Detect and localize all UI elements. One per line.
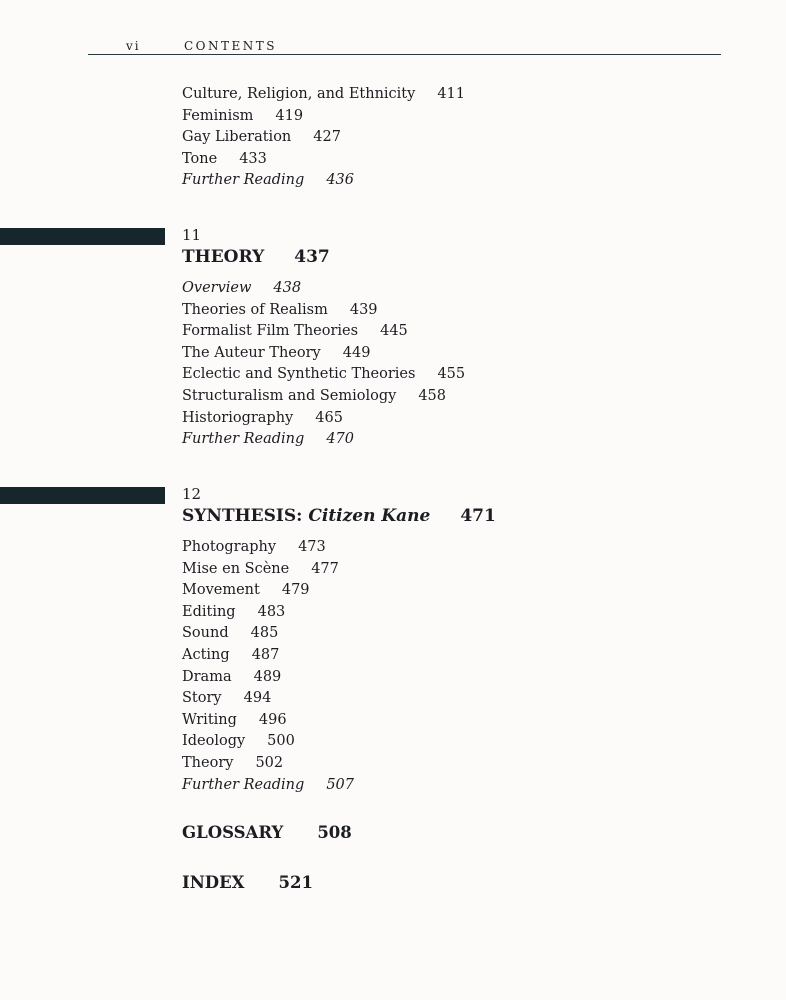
toc-entry-label: Theories of Realism <box>182 301 328 318</box>
chapter-title-page: 437 <box>294 247 330 267</box>
toc-entry-page: 427 <box>313 129 341 146</box>
toc-entry-label: Culture, Religion, and Ethnicity <box>182 86 416 102</box>
index-label: INDEX <box>182 873 245 892</box>
toc-entry-page: 470 <box>326 431 354 448</box>
toc-entry-label: Editing <box>182 603 236 620</box>
toc-entry[interactable] <box>182 386 465 408</box>
toc-entry-page: 502 <box>255 754 284 771</box>
toc-entry[interactable] <box>182 127 465 149</box>
toc-entry[interactable] <box>182 149 465 171</box>
toc-entry[interactable] <box>182 321 465 343</box>
toc-entry-label: Gay Liberation <box>182 129 292 146</box>
index-page: 521 <box>278 873 313 892</box>
toc-entry[interactable] <box>182 753 354 775</box>
toc-entry-page: 487 <box>251 646 280 663</box>
toc-entry[interactable] <box>182 343 465 365</box>
toc-entry-label: Theory <box>182 754 234 771</box>
toc-entry[interactable] <box>182 364 465 386</box>
running-header <box>88 36 721 55</box>
toc-entry-page: 458 <box>418 387 447 404</box>
toc-entry-page: 455 <box>437 366 466 383</box>
chapter11-entry-list <box>182 278 465 451</box>
toc-entry-page: 477 <box>311 560 339 577</box>
toc-entry-label: The Auteur Theory <box>182 344 321 361</box>
toc-entry-label: Tone <box>182 150 218 167</box>
toc-entry-label: Photography <box>182 539 277 555</box>
toc-entry-label: Feminism <box>182 107 254 124</box>
toc-entry-label: Story <box>182 690 222 707</box>
toc-entry[interactable] <box>182 645 354 667</box>
toc-entry-page: 489 <box>253 668 282 685</box>
index-entry[interactable] <box>182 873 313 892</box>
toc-entry-label: Sound <box>182 625 229 642</box>
toc-entry-label: Overview <box>182 280 252 296</box>
page-number: vi <box>126 39 141 53</box>
chapter-title-text: SYNTHESIS: <box>182 506 303 526</box>
chapter-title[interactable] <box>182 247 330 267</box>
chapter-number: 12 <box>182 485 202 503</box>
toc-entry[interactable] <box>182 537 354 559</box>
toc-entry-label: Movement <box>182 582 260 599</box>
toc-entry[interactable] <box>182 408 465 430</box>
toc-entry-page: 436 <box>326 172 354 189</box>
chapter-title-italic: Citizen Kane <box>308 506 431 526</box>
toc-entry-further-reading[interactable] <box>182 429 465 451</box>
toc-entry-label: Acting <box>182 646 230 663</box>
toc-entry-page: 483 <box>257 603 286 620</box>
toc-entry[interactable] <box>182 688 354 710</box>
glossary-page: 508 <box>317 823 352 842</box>
toc-entry-label: Eclectic and Synthetic Theories <box>182 366 416 383</box>
chapter-title-text: THEORY <box>182 247 265 267</box>
toc-entry-page: 507 <box>326 776 354 793</box>
toc-entry-label: Drama <box>182 668 232 685</box>
toc-entry-page: 439 <box>349 301 378 318</box>
toc-entry-page: 494 <box>243 690 272 707</box>
toc-entry-further-reading[interactable] <box>182 775 354 797</box>
toc-entry-label: Further Reading <box>182 172 305 189</box>
toc-entry-label: Further Reading <box>182 776 305 793</box>
toc-entry-label: Structuralism and Semiology <box>182 387 397 404</box>
toc-entry-page: 411 <box>437 86 466 102</box>
toc-entry-overview[interactable] <box>182 278 465 300</box>
toc-entry-page: 485 <box>250 625 279 642</box>
toc-entry-page: 419 <box>275 107 304 124</box>
toc-entry-label: Writing <box>182 711 237 728</box>
toc-entry-page: 433 <box>239 150 267 167</box>
toc-entry-page: 438 <box>273 280 302 296</box>
toc-entry-page: 479 <box>281 582 310 599</box>
toc-entry[interactable] <box>182 602 354 624</box>
toc-entry-page: 465 <box>315 409 343 426</box>
chapter-marker-bar <box>0 487 165 504</box>
toc-entry[interactable] <box>182 84 465 106</box>
toc-entry[interactable] <box>182 710 354 732</box>
chapter12-entry-list <box>182 537 354 796</box>
running-title: CONTENTS <box>184 39 278 53</box>
chapter10-entry-list <box>182 84 465 192</box>
chapter-number: 11 <box>182 226 202 244</box>
chapter-title[interactable] <box>182 506 496 526</box>
chapter-marker-bar <box>0 228 165 245</box>
toc-entry[interactable] <box>182 106 465 128</box>
toc-entry-label: Mise en Scène <box>182 560 290 577</box>
toc-entry-label: Formalist Film Theories <box>182 323 359 340</box>
toc-entry-further-reading[interactable] <box>182 170 465 192</box>
glossary-label: GLOSSARY <box>182 823 284 842</box>
toc-entry-page: 449 <box>342 344 371 361</box>
toc-entry-page: 445 <box>380 323 408 340</box>
toc-entry[interactable] <box>182 580 354 602</box>
toc-entry[interactable] <box>182 731 354 753</box>
toc-entry-page: 473 <box>298 539 326 555</box>
toc-entry-label: Further Reading <box>182 431 305 448</box>
chapter-title-page: 471 <box>460 506 496 526</box>
toc-entry[interactable] <box>182 667 354 689</box>
toc-entry-page: 500 <box>267 733 295 750</box>
toc-entry-page: 496 <box>258 711 287 728</box>
toc-entry-label: Historiography <box>182 409 294 426</box>
glossary-entry[interactable] <box>182 823 352 842</box>
toc-entry[interactable] <box>182 300 465 322</box>
toc-entry[interactable] <box>182 559 354 581</box>
toc-entry-label: Ideology <box>182 733 246 750</box>
toc-entry[interactable] <box>182 623 354 645</box>
